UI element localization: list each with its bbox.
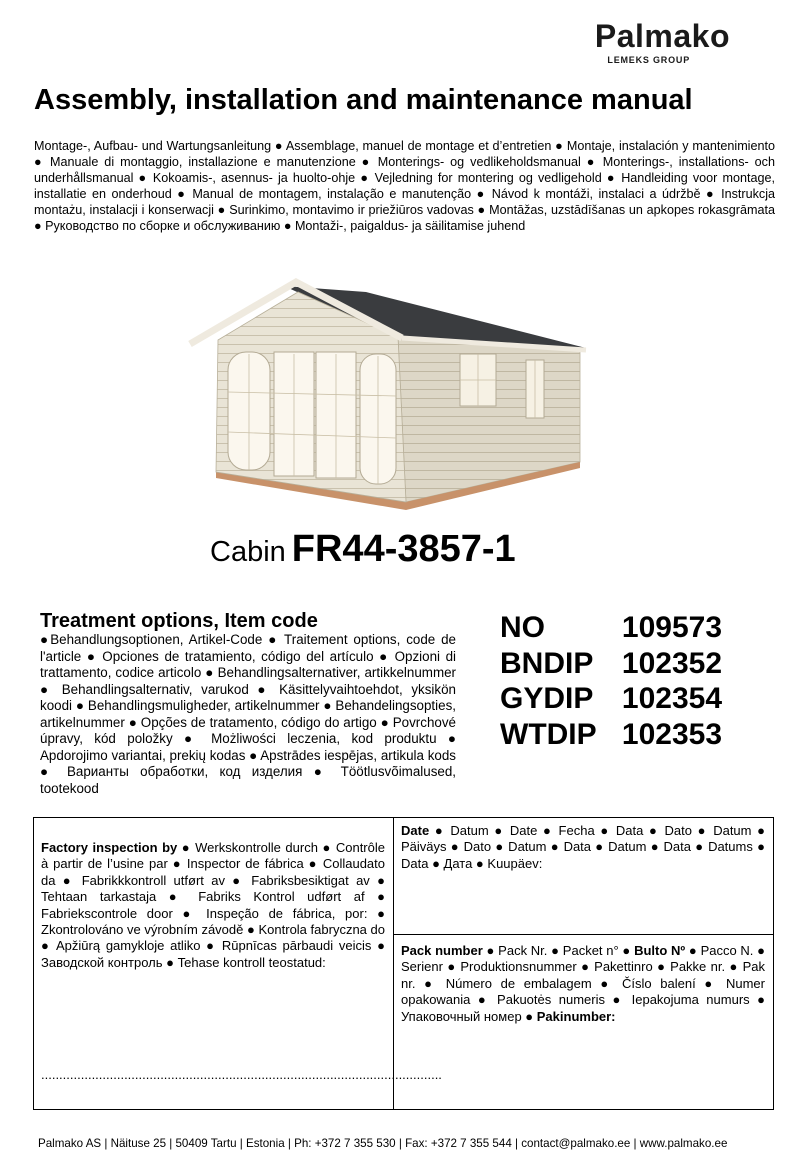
treatment-option: NO: [500, 611, 545, 644]
item-code-row: [500, 717, 722, 753]
item-code: 102352: [621, 646, 722, 680]
factory-inspection-title: Factory inspection by: [41, 840, 178, 855]
logo-wordmark: Palmako: [594, 18, 730, 54]
date-label: [401, 823, 765, 872]
factory-inspection-translations: ● Werkskontrolle durch ● Contrôle à partir de l’usine par ● Inspector de fábrica ● Collaudato da ● Fabrikkkontroll utført av ● Fabriksbesiktigat av ● Tehtaan tarkastaja ● Fabriks Kontrol udført af ● Fabriekscontrole door ● Inspeção de fábrica, por: ● Zkontrolováno ve výrobním závodě ● Kontrola fabryczna do ● Apžiūrą gamykloje atliko ● Rūpnīcas pārbaudi veicis ● Заводской контроль ● Tehase kontroll teostatud:: [41, 840, 385, 970]
date-title: Date: [401, 823, 430, 838]
pack-number-et: Pakinumber:: [536, 1008, 616, 1024]
pack-number-translations: ● Pack Nr. ● Packet n° ●: [482, 943, 635, 958]
treatment-translations: ●Behandlungsoptionen, Artikel-Code ● Traitement options, code de l'article ● Opciones de tratamiento, código del artículo ● Opzioni di trattamento, codice articolo ● Behandlingsalternativer, artikkelnummer ● Behandlingsalternativ, varukod ● Käsittelyvaihtoehdot, yksikön koodi ● Behandlingsmuligheder, artikelnummer ● Behandelingsopties, artikelnummer ● Opções de tratamento, código do artigo ● Povrchové úpravy, kód položky ● Możliwości leczenia, kod produktu ● Apdorojimo variantai, prekių kodas ● Apstrādes iespējas, artikula kods ● Варианты обработки, код изделия ● Töötlusvõimalused, tootekood: [40, 632, 456, 796]
signature-line: ...............................................................................................................: [41, 1067, 442, 1082]
footer-contact: Palmako AS | Näituse 25 | 50409 Tartu | Estonia | Ph: +372 7 355 530 | Fax: +372 7 355 544 | contact@palmako.ee | www.palmako.ee: [38, 1137, 728, 1150]
palmako-logo: [562, 20, 730, 66]
treatment-option: BNDIP: [500, 646, 594, 680]
date-translations: ● Datum ● Date ● Fecha ● Data ● Dato ● Datum ● Päiväys ● Dato ● Datum ● Data ● Datum ● Data ● Datums ● Data ● Дата ● Kuupäev:: [401, 823, 765, 871]
pack-number-label: [401, 943, 765, 1025]
item-code-row: [500, 610, 722, 646]
treatment-heading: Treatment options, Item code: [40, 610, 318, 632]
treatment-option: WTDIP: [500, 717, 597, 751]
logo-subtitle: LEMEKS GROUP: [607, 55, 690, 65]
item-code: 102353: [621, 717, 722, 751]
pack-number-cell[interactable]: [394, 935, 773, 1109]
item-code: 102354: [621, 682, 722, 715]
treatment-option: GYDIP: [500, 682, 594, 715]
factory-inspection-label: [41, 840, 385, 971]
cabin-illustration: [188, 282, 588, 512]
model-label: Cabin: [210, 536, 286, 568]
model-code: FR44-3857-1: [291, 528, 516, 570]
intro-translations: Montage-, Aufbau- und Wartungsanleitung ● Assemblage, manuel de montage et d’entretien ● Montaje, instalación y mantenimiento ● Manuale di montaggio, installazione e manutenzione ● Monterings- og vedlikeholdsmanual ● Monterings-, installations- och underhållsmanual ● Kokoamis-, asennus- ja huolto-ohje ● Vejledning for montering og vedligehold ● Handleiding voor montage, installatie en onderhoud ● Manual de montagem, instalação e manutenção ● Návod k montáži, instalaci a údržbě ● Instrukcja montażu, instalacji i konserwacji ● Surinkimo, montavimo ir priežiūros vadovas ● Montāžas, uzstādīšanas un apkopes rokasgrāmata ● Руководство по сборке и обслуживанию ● Montaži-, paigaldus- ja säilitamise juhend: [34, 139, 775, 233]
item-code: 109573: [621, 611, 722, 644]
model-designation: [210, 528, 516, 571]
item-code-row: [500, 646, 722, 682]
inspection-form: [33, 817, 774, 1110]
item-code-row: [500, 681, 722, 717]
pack-number-es: Bulto Nº: [634, 943, 686, 958]
page-title: Assembly, installation and maintenance manual: [34, 84, 693, 116]
date-cell[interactable]: [394, 818, 773, 935]
pack-number-title: Pack number: [401, 943, 483, 958]
item-code-list: [500, 610, 722, 752]
pack-number-translations-2: ● Pacco N. ● Serienr ● Produktionsnummer ● Pakettinro ● Pakke nr. ● Pak nr. ● Número de embalagem ● Číslo balení ● Numer opakowania ● Pakuotės numeris ● Iepakojuma numurs ● Упаковочный номер ●: [401, 943, 765, 1024]
